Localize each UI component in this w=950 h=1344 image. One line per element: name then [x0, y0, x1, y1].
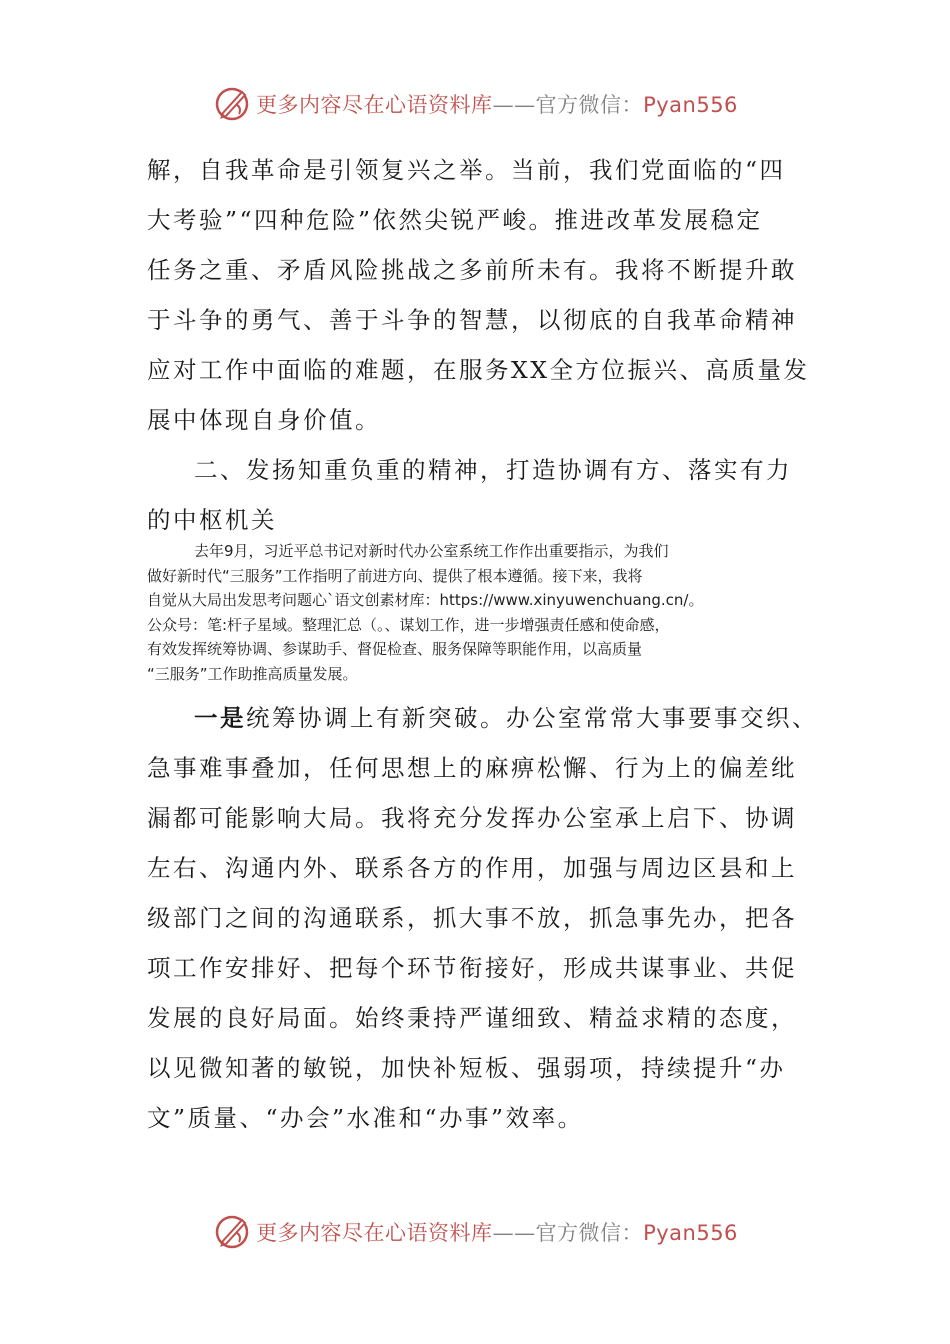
small-text-line: 有效发挥统筹协调、参谋助手、督促检查、服务保障等职能作用，以高质量 [147, 640, 643, 659]
paragraph-1 [147, 145, 810, 445]
text-line: 于斗争的勇气、善于斗争的智慧，以彻底的自我革命精神 [147, 306, 797, 334]
heading-line: 的中枢机关 [147, 506, 277, 534]
text-line: 解，自我革命是引领复兴之举。当前，我们党面临的“四 [147, 156, 786, 184]
text-line: 急事难事叠加，任何思想上的麻痹松懈、行为上的偏差纰 [147, 753, 797, 782]
banner-dash: —— [492, 1221, 536, 1245]
small-print-paragraph [147, 539, 807, 687]
banner-main-text: 更多内容尽在心语资料库 [256, 1221, 493, 1245]
text-line: 项工作安排好、把每个环节衔接好，形成共谋事业、共促 [147, 953, 797, 982]
small-text-line: 公众号：笔:杆子星域。整理汇总（。、谋划工作，进一步增强责任感和使命感， [147, 615, 670, 634]
small-text-line: “三服务”工作助推高质量发展。 [147, 664, 358, 683]
small-text-line: 去年9月，习近平总书记对新时代办公室系统工作作出重要指示，为我们 [194, 542, 669, 560]
text-line: 展中体现自身价值。 [147, 406, 381, 434]
text-line: 发展的良好局面。始终秉持严谨细致、精益求精的态度， [147, 1003, 797, 1032]
pen-logo-icon [212, 1212, 252, 1252]
banner-wechat-id: Pyan556 [643, 1221, 738, 1245]
text-line: 大考验”“四种危险”依然尖锐严峻。推进改革发展稳定 [147, 206, 763, 234]
text-line: 文”质量、“办会”水准和“办事”效率。 [147, 1103, 584, 1132]
document-body [147, 145, 818, 1143]
footer-banner [0, 1210, 950, 1254]
header-banner [0, 82, 950, 126]
text-line: 左右、沟通内外、联系各方的作用，加强与周边区县和上 [147, 853, 797, 882]
section-heading-2 [147, 445, 807, 545]
heading-line: 二、发扬知重负重的精神，打造协调有方、落实有力 [194, 456, 792, 484]
small-text-line: 自觉从大局出发思考问题心`语文创素材库：https://www.xinyuwenchuang.cn/。 [147, 591, 704, 610]
banner-channel-text: 官方微信： [535, 93, 644, 117]
text-line: 应对工作中面临的难题，在服务XX全方位振兴、高质量发 [147, 356, 810, 384]
lead-term: 一是 [194, 703, 246, 732]
banner-main-text: 更多内容尽在心语资料库 [256, 93, 493, 117]
banner-dash: —— [492, 93, 536, 117]
pen-logo-icon [212, 84, 252, 124]
paragraph-3 [147, 693, 818, 1143]
banner-wechat-id: Pyan556 [643, 93, 738, 117]
text-line: 级部门之间的沟通联系，抓大事不放，抓急事先办，把各 [147, 903, 797, 932]
text-line: 任务之重、矛盾风险挑战之多前所未有。我将不断提升敢 [147, 256, 797, 284]
text-line [147, 693, 818, 743]
text-line: 以见微知著的敏锐，加快补短板、强弱项，持续提升“办 [147, 1053, 786, 1082]
text-line: 漏都可能影响大局。我将充分发挥办公室承上启下、协调 [147, 803, 797, 832]
banner-channel-text: 官方微信： [535, 1221, 644, 1245]
text-segment: 统筹协调上有新突破。办公室常常大事要事交织、 [246, 703, 818, 732]
small-text-line: 做好新时代“三服务”工作指明了前进方向、提供了根本遵循。接下来，我将 [147, 566, 643, 585]
